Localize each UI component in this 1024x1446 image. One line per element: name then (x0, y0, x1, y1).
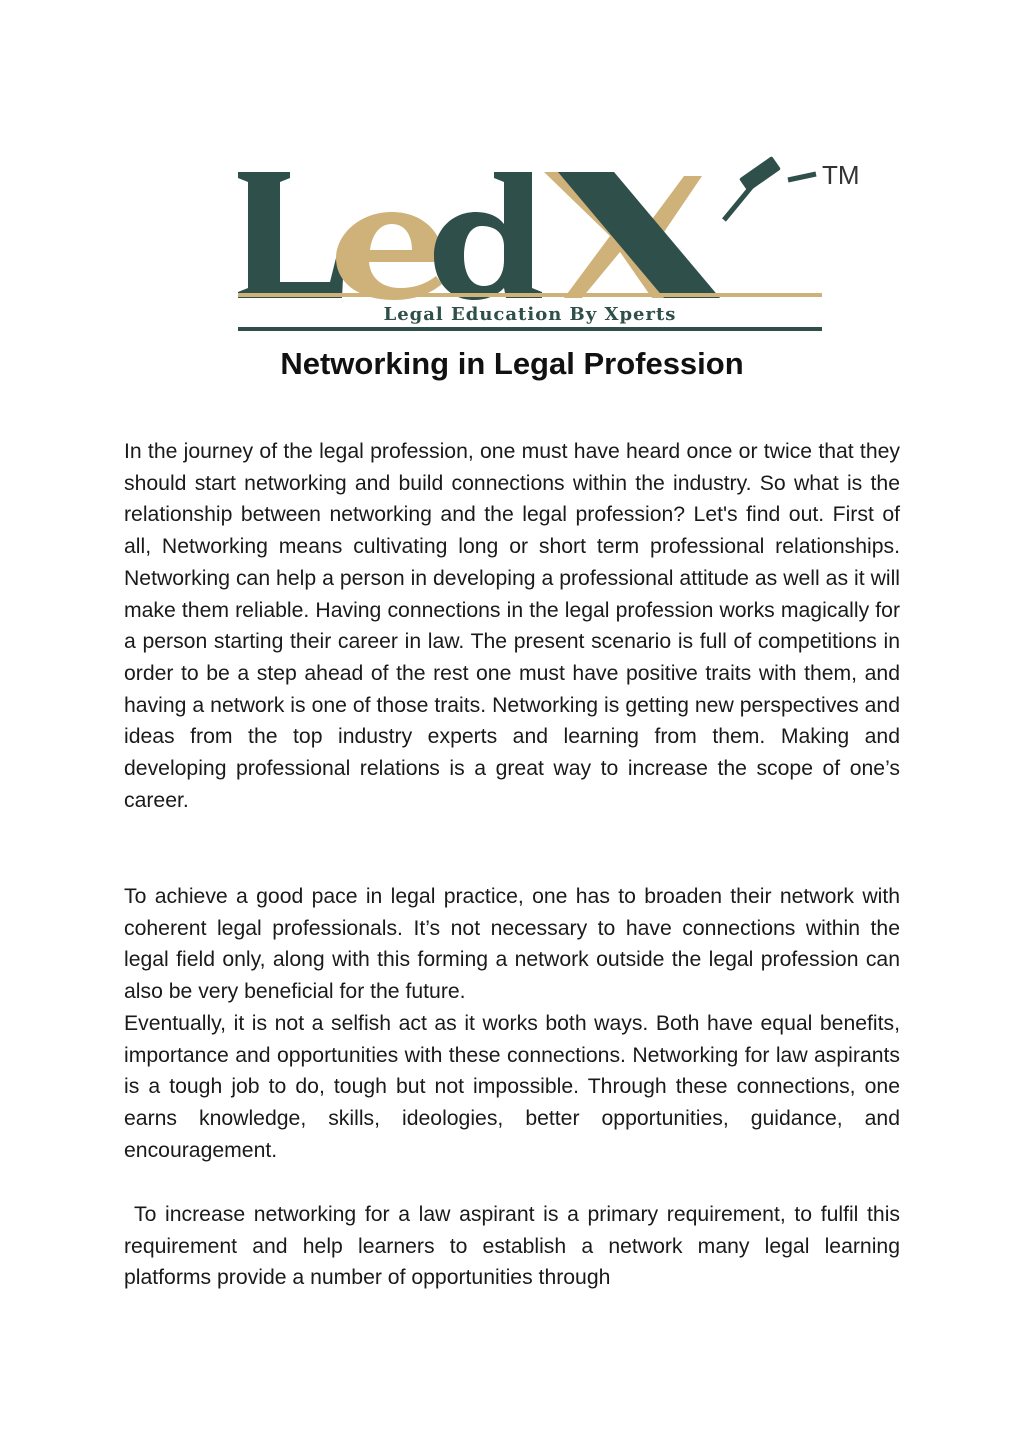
paragraph-3: Eventually, it is not a selfish act as it works both ways. Both have equal benefits, importance and opportunities with these connections. Networking for law aspirants is a tough job to do, tough but not impossible. Through these connections, one earns knowledge, skills, ideologies, better opportunities, guidance, and encouragement. (124, 1012, 900, 1162)
logo-bottom-rule (238, 327, 822, 331)
trademark-symbol: TM (822, 160, 860, 190)
logo-top-rule (238, 293, 822, 297)
document-title: Networking in Legal Profession (280, 346, 744, 381)
paragraph-1: In the journey of the legal profession, one must have heard once or twice that they should start networking and build connections within the industry. So what is the relationship between networking and the legal profession? Let's find out. First of all, Networking means cultivating long or short term professional relationships. Networking can help a person in developing a professional attitude as well as it will make them reliable. Having connections in the legal profession works magically for a person starting their career in law. The present scenario is full of competitions in order to be a step ahead of the rest one must have positive traits with them, and having a network is one of those traits. Networking is getting new perspectives and ideas from the top industry experts and learning from them. Making and developing professional relations is a great way to increase the scope of one’s career. (124, 440, 900, 812)
logo-tagline: Legal Education By Xperts (383, 304, 677, 325)
ledx-logo (232, 150, 882, 340)
gavel-icon (724, 156, 816, 220)
logo-letter-d (434, 172, 542, 300)
paragraph-4: To increase networking for a law aspirant is a primary requirement, to fulfil this requirement and help learners to establish a network many legal learning platforms provide a number of opportunities through (124, 1203, 900, 1290)
logo-letter-e (336, 212, 444, 300)
logo-letter-l (238, 172, 344, 298)
paragraph-2: To achieve a good pace in legal practice, one has to broaden their network with coherent legal professionals. It’s not necessary to have connections within the legal field only, along with this forming a network outside the legal profession can also be very beneficial for the future. (124, 885, 900, 1004)
